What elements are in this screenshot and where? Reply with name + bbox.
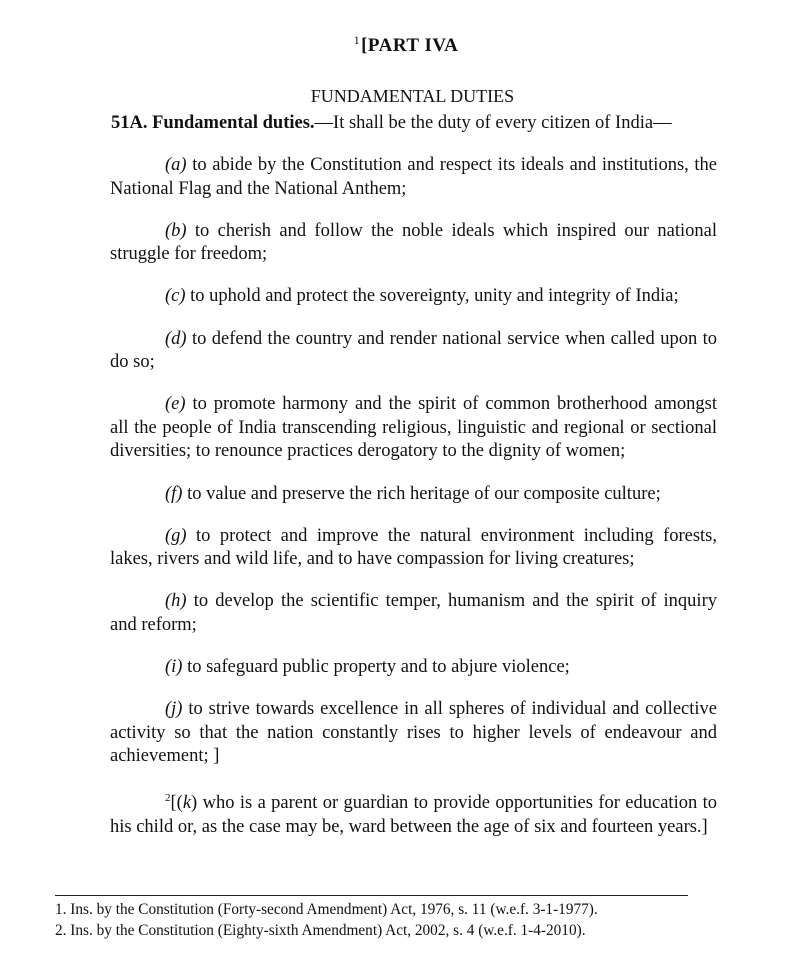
clause-k (110, 787, 717, 839)
clause-j (110, 698, 717, 769)
clause-text: who is a parent or guardian to provide opportunities for education to his child or, as the case may be, ward between the age of six and fourteen years.] (110, 793, 717, 837)
clause-text: to safeguard public property and to abjure violence; (182, 657, 570, 677)
clause-e (110, 393, 717, 464)
footnote-1: 1. Ins. by the Constitution (Forty-second Amendment) Act, 1976, s. 11 (w.e.f. 3-1-1977). (55, 901, 598, 918)
clause-text: to uphold and protect the sovereignty, unity and integrity of India; (185, 286, 679, 307)
clause-f (110, 483, 717, 507)
clause-i (110, 656, 717, 680)
clause-text: to abide by the Constitution and respect its ideals and institutions, the National Flag and the National Anthem; (110, 155, 717, 199)
clause-prefix: [( (170, 793, 183, 814)
footnote-marker-1: 1 (353, 33, 361, 47)
footnote-marker-2: 2 (165, 792, 171, 805)
footnotes (55, 899, 755, 941)
clause-d (110, 328, 717, 375)
clause-label: (e) (165, 394, 186, 415)
clause-label: (h) (165, 591, 187, 612)
clause-text: to develop the scientific temper, humanism and the spirit of inquiry and reform; (110, 591, 717, 635)
clause-label: (f) (165, 483, 183, 504)
footnote-divider (55, 895, 688, 896)
clause-label: (c) (165, 286, 186, 307)
clause-h (110, 590, 717, 637)
clause-c (110, 285, 717, 309)
section-intro: —It shall be the duty of every citizen of India— (314, 113, 672, 133)
part-title-text: [PART IVA (361, 35, 459, 56)
section-51a (55, 112, 717, 136)
part-title (0, 33, 812, 57)
clause-text: to strive towards excellence in all spheres of individual and collective activity so that the nation constantly rises to higher levels of endeavour and achievement; ] (110, 699, 717, 767)
clause-text: to promote harmony and the spirit of common brotherhood amongst all the people of India transcending religious, linguistic and regional or sectional diversities; to renounce practices derogatory to the dignity of women; (110, 394, 717, 462)
clause-text: to value and preserve the rich heritage of our composite culture; (182, 483, 661, 504)
clause-label: k (182, 793, 192, 814)
clause-text: to defend the country and render national service when called upon to do so; (110, 328, 717, 373)
clause-label: (d) (165, 328, 187, 349)
section-title: 51A. Fundamental duties. (111, 113, 315, 133)
document-body (55, 112, 717, 844)
clause-label: (a) (165, 155, 187, 176)
clause-label: (j) (165, 699, 183, 720)
clause-suffix: ) (191, 793, 198, 814)
part-heading: FUNDAMENTAL DUTIES (310, 86, 515, 106)
clause-a (110, 154, 717, 201)
clause-text: to protect and improve the natural environment including forests, lakes, rivers and wild life, and to have compassion for living creatures; (110, 525, 717, 570)
clause-text: to cherish and follow the noble ideals which inspired our national struggle for freedom; (110, 220, 717, 265)
clause-label: (b) (165, 220, 187, 241)
clause-label: (i) (165, 657, 183, 677)
footnote-2: 2. Ins. by the Constitution (Eighty-sixth Amendment) Act, 2002, s. 4 (w.e.f. 1-4-2010). (55, 922, 586, 939)
clause-g (110, 525, 717, 572)
clause-b (110, 220, 717, 267)
clause-label: (g) (165, 525, 187, 546)
